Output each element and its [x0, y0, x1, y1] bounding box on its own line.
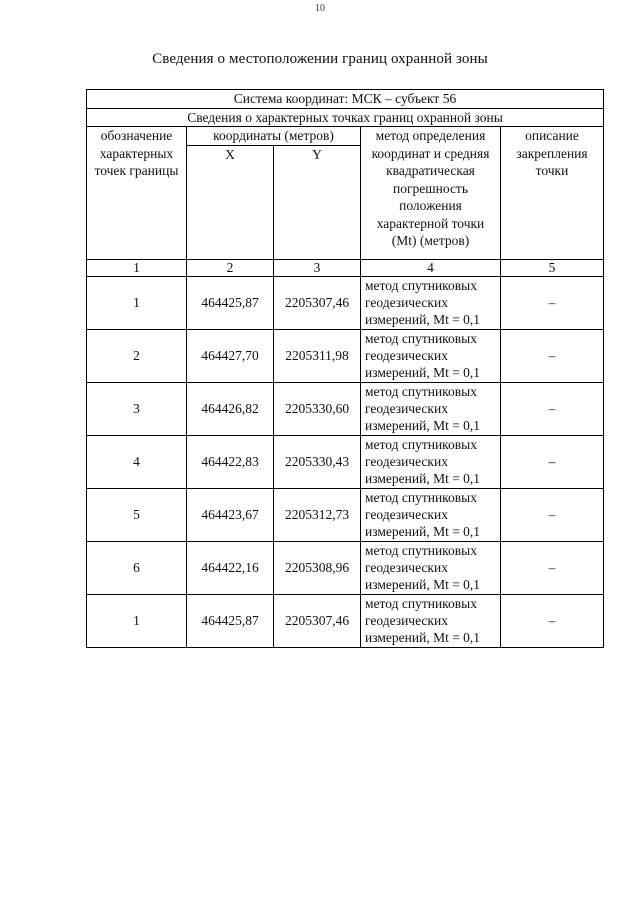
x-coordinate: 464422,16 — [187, 541, 274, 594]
x-coordinate: 464423,67 — [187, 488, 274, 541]
table-row — [87, 488, 604, 541]
y-coordinate: 2205307,46 — [274, 276, 361, 329]
header-x: X — [187, 145, 274, 259]
table-row — [87, 382, 604, 435]
x-coordinate: 464427,70 — [187, 329, 274, 382]
column-number: 2 — [187, 259, 274, 276]
x-coordinate: 464422,83 — [187, 435, 274, 488]
method-cell: метод спутниковых геодезических измерений, Mt = 0,1 — [361, 382, 501, 435]
y-coordinate: 2205312,73 — [274, 488, 361, 541]
table-row — [87, 276, 604, 329]
header-point-designation: обозначение характерных точек границы — [87, 127, 187, 260]
method-cell: метод спутниковых геодезических измерений, Mt = 0,1 — [361, 488, 501, 541]
method-cell: метод спутниковых геодезических измерений, Mt = 0,1 — [361, 435, 501, 488]
column-number: 3 — [274, 259, 361, 276]
header-description: описание закрепления точки — [501, 127, 604, 260]
point-number: 6 — [87, 541, 187, 594]
y-coordinate: 2205330,60 — [274, 382, 361, 435]
description-cell: – — [501, 276, 604, 329]
header-coordinates: координаты (метров) — [187, 127, 361, 146]
point-number: 1 — [87, 276, 187, 329]
column-number: 1 — [87, 259, 187, 276]
method-cell: метод спутниковых геодезических измерений, Mt = 0,1 — [361, 594, 501, 647]
table-row — [87, 541, 604, 594]
point-number: 1 — [87, 594, 187, 647]
method-cell: метод спутниковых геодезических измерений, Mt = 0,1 — [361, 329, 501, 382]
header-method: метод определения координат и средняя квадратическая погрешность положения характерной точки (Mt) (метров) — [361, 127, 501, 260]
section-title-cell: Сведения о характерных точках границ охранной зоны — [87, 108, 604, 127]
table-row — [87, 594, 604, 647]
header-row — [87, 127, 604, 146]
section-title-row — [87, 108, 604, 127]
y-coordinate: 2205307,46 — [274, 594, 361, 647]
description-cell: – — [501, 594, 604, 647]
point-number: 3 — [87, 382, 187, 435]
point-number: 2 — [87, 329, 187, 382]
column-numbers-row — [87, 259, 604, 276]
column-number: 4 — [361, 259, 501, 276]
coordinate-system-cell: Система координат: МСК – субъект 56 — [87, 90, 604, 109]
x-coordinate: 464425,87 — [187, 594, 274, 647]
y-coordinate: 2205330,43 — [274, 435, 361, 488]
method-cell: метод спутниковых геодезических измерений, Mt = 0,1 — [361, 276, 501, 329]
description-cell: – — [501, 435, 604, 488]
document-title: Сведения о местоположении границ охранной зоны — [152, 51, 488, 67]
description-cell: – — [501, 382, 604, 435]
point-number: 5 — [87, 488, 187, 541]
header-y: Y — [274, 145, 361, 259]
x-coordinate: 464425,87 — [187, 276, 274, 329]
description-cell: – — [501, 329, 604, 382]
page-number: 10 — [315, 3, 325, 14]
coordinate-system-row — [87, 90, 604, 109]
description-cell: – — [501, 541, 604, 594]
point-number: 4 — [87, 435, 187, 488]
description-cell: – — [501, 488, 604, 541]
method-cell: метод спутниковых геодезических измерений, Mt = 0,1 — [361, 541, 501, 594]
y-coordinate: 2205308,96 — [274, 541, 361, 594]
table-row — [87, 435, 604, 488]
y-coordinate: 2205311,98 — [274, 329, 361, 382]
boundary-points-table — [86, 89, 604, 648]
table-row — [87, 329, 604, 382]
column-number: 5 — [501, 259, 604, 276]
x-coordinate: 464426,82 — [187, 382, 274, 435]
